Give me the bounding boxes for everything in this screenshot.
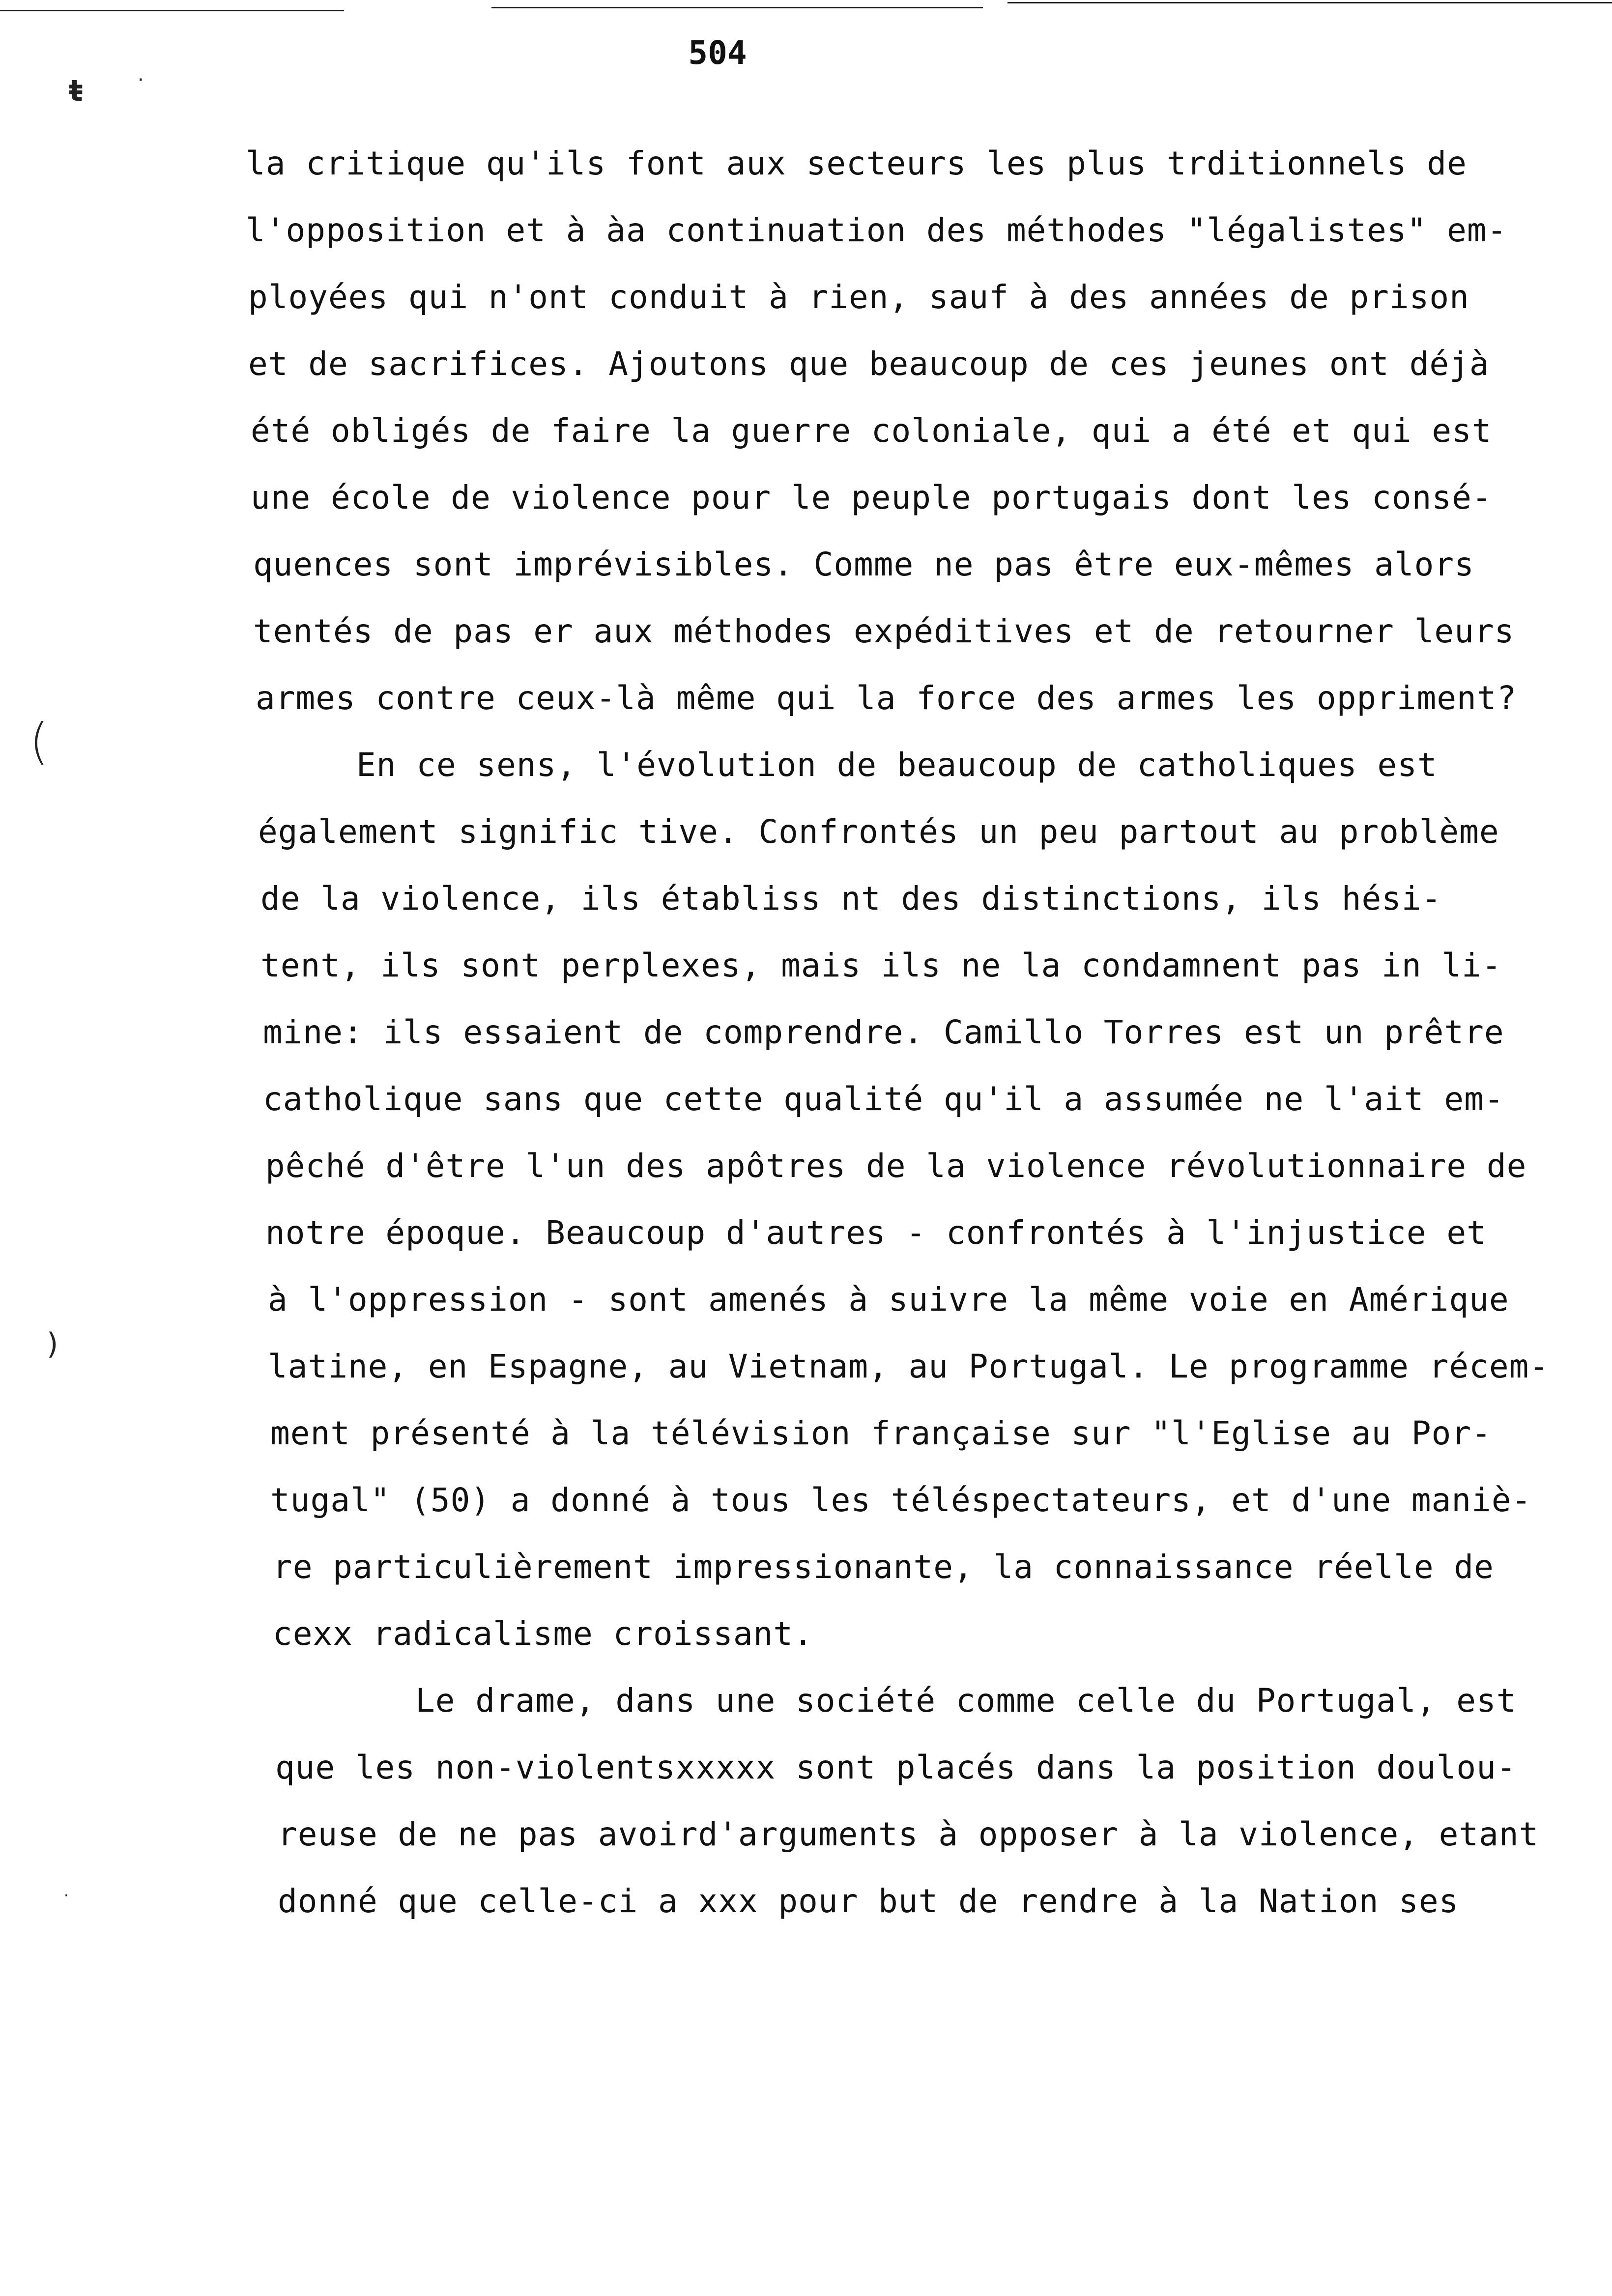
text-line: été obligés de faire la guerre coloniale, qui a été et qui est: [251, 412, 1492, 450]
text-line: tentés de pas er aux méthodes expéditives et de retourner leurs: [253, 612, 1515, 650]
text-line: la critique qu'ils font aux secteurs les plus trditionnels de: [246, 144, 1467, 182]
margin-mark: ŧ: [69, 74, 83, 108]
text-line: Le drame, dans une société comme celle du Portugal, est: [415, 1682, 1517, 1720]
text-line: ment présenté à la télévision française sur "l'Eglise au Por-: [270, 1414, 1492, 1452]
text-line: que les non-violentsxxxxx sont placés dans la position doulou-: [275, 1749, 1517, 1786]
text-line: cexx radicalisme croissant.: [273, 1615, 813, 1653]
margin-bracket-open: (: [29, 713, 49, 770]
text-line: l'opposition et à àa continuation des méthodes "légalistes" em-: [246, 211, 1507, 249]
page-number: 504: [688, 34, 747, 72]
text-line: En ce sens, l'évolution de beaucoup de catholiques est: [356, 746, 1438, 784]
text-line: donné que celle-ci a xxx pour but de rendre à la Nation ses: [278, 1882, 1459, 1920]
top-edge-rule: [491, 7, 983, 8]
text-line: mine: ils essaient de comprendre. Camillo Torres est un prêtre: [263, 1013, 1504, 1051]
text-line: latine, en Espagne, au Vietnam, au Portugal. Le programme récem-: [268, 1348, 1550, 1385]
text-line: quences sont imprévisibles. Comme ne pas être eux-mêmes alors: [253, 545, 1474, 583]
text-line: à l'oppression - sont amenés à suivre la même voie en Amérique: [268, 1281, 1509, 1319]
text-line: une école de violence pour le peuple portugais dont les consé-: [251, 479, 1492, 517]
margin-mark: ·: [138, 69, 144, 91]
margin-mark: ·: [64, 1887, 69, 1904]
text-line: catholique sans que cette qualité qu'il a assumée ne l'ait em-: [263, 1080, 1504, 1118]
text-line: tent, ils sont perplexes, mais ils ne la condamnent pas in li-: [260, 947, 1502, 984]
text-line: armes contre ceux-là même qui la force des armes les oppriment?: [256, 679, 1517, 717]
text-line: reuse de ne pas avoird'arguments à opposer à la violence, etant: [278, 1815, 1539, 1853]
margin-bracket-close: ): [47, 1327, 58, 1361]
text-line: pêché d'être l'un des apôtres de la violence révolutionnaire de: [265, 1147, 1527, 1185]
top-edge-rule: [0, 10, 344, 11]
text-line: de la violence, ils établiss nt des distinctions, ils hési-: [260, 880, 1442, 918]
text-line: ployées qui n'ont conduit à rien, sauf à des années de prison: [248, 278, 1469, 316]
text-line: notre époque. Beaucoup d'autres - confrontés à l'injustice et: [265, 1214, 1487, 1252]
text-line: et de sacrifices. Ajoutons que beaucoup de ces jeunes ont déjà: [248, 345, 1490, 383]
text-line: tugal" (50) a donné à tous les téléspectateurs, et d'une maniè-: [270, 1481, 1532, 1519]
text-line: également signific tive. Confrontés un peu partout au problème: [258, 813, 1499, 851]
text-line: re particulièrement impressionante, la connaissance réelle de: [273, 1548, 1494, 1586]
top-edge-rule: [1008, 2, 1612, 3]
